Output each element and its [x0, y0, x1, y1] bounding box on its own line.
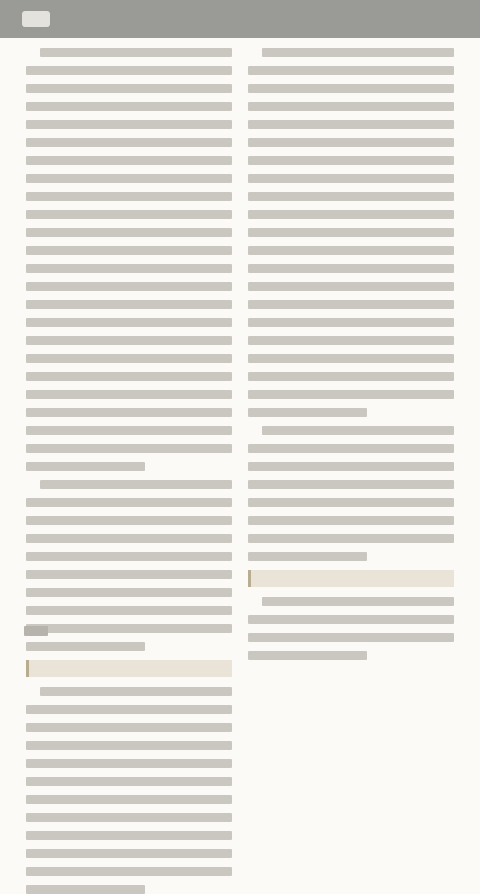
text-line [26, 723, 232, 732]
text-line [26, 66, 232, 75]
text-line [26, 426, 232, 435]
text-line [26, 741, 232, 750]
text-line [248, 246, 454, 255]
body-columns [26, 48, 454, 610]
text-line [248, 282, 454, 291]
text-line [26, 534, 232, 543]
paragraph [26, 687, 232, 894]
text-line [248, 84, 454, 93]
text-line [26, 138, 232, 147]
text-line [26, 759, 232, 768]
text-line [26, 813, 232, 822]
text-line [248, 228, 454, 237]
text-line [248, 318, 454, 327]
paragraph [248, 48, 454, 417]
text-line [248, 372, 454, 381]
text-line [26, 570, 232, 579]
text-line [26, 84, 232, 93]
text-line [248, 336, 454, 345]
text-line [26, 192, 232, 201]
text-line [26, 552, 232, 561]
text-line [248, 633, 454, 642]
text-line [26, 498, 232, 507]
text-line [26, 372, 232, 381]
text-line [26, 156, 232, 165]
text-line [26, 795, 232, 804]
text-line [26, 246, 232, 255]
paragraph [26, 48, 232, 471]
text-line [248, 66, 454, 75]
text-line [26, 849, 232, 858]
page-header [0, 0, 480, 38]
text-line [40, 480, 232, 489]
text-line [26, 102, 232, 111]
text-line [248, 354, 454, 363]
text-line [248, 264, 454, 273]
text-line [26, 282, 232, 291]
logo-icon [22, 11, 50, 27]
text-line [248, 390, 454, 399]
text-line [26, 705, 232, 714]
text-line [26, 624, 232, 633]
text-line [248, 210, 454, 219]
text-line [26, 831, 232, 840]
paragraph [248, 426, 454, 561]
text-line [26, 408, 232, 417]
text-line [26, 462, 145, 471]
text-line [248, 552, 367, 561]
text-line [248, 192, 454, 201]
text-line [248, 462, 454, 471]
text-line [248, 102, 454, 111]
text-line [26, 867, 232, 876]
text-line [248, 138, 454, 147]
text-line [26, 588, 232, 597]
text-line [248, 120, 454, 129]
right-column [248, 48, 454, 610]
text-line [26, 444, 232, 453]
text-line [26, 300, 232, 309]
text-line [26, 318, 232, 327]
text-line [40, 48, 232, 57]
text-line [26, 777, 232, 786]
text-line [262, 597, 454, 606]
text-line [26, 120, 232, 129]
text-line [26, 516, 232, 525]
text-line [26, 390, 232, 399]
text-line [26, 264, 232, 273]
text-line [248, 534, 454, 543]
text-line [262, 48, 454, 57]
page-number [24, 626, 48, 636]
text-line [26, 174, 232, 183]
paragraph [248, 597, 454, 660]
left-column [26, 48, 232, 610]
text-line [248, 444, 454, 453]
section-heading [26, 660, 232, 677]
paragraph [26, 480, 232, 651]
text-line [26, 642, 145, 651]
text-line [26, 228, 232, 237]
text-line [26, 606, 232, 615]
text-line [40, 687, 232, 696]
text-line [26, 336, 232, 345]
text-line [248, 300, 454, 309]
text-line [248, 516, 454, 525]
text-line [248, 408, 367, 417]
text-line [248, 615, 454, 624]
text-line [262, 426, 454, 435]
text-line [248, 174, 454, 183]
text-line [26, 354, 232, 363]
text-line [248, 651, 367, 660]
section-heading [248, 570, 454, 587]
text-line [248, 498, 454, 507]
text-line [248, 156, 454, 165]
text-line [26, 210, 232, 219]
text-line [26, 885, 145, 894]
text-line [248, 480, 454, 489]
